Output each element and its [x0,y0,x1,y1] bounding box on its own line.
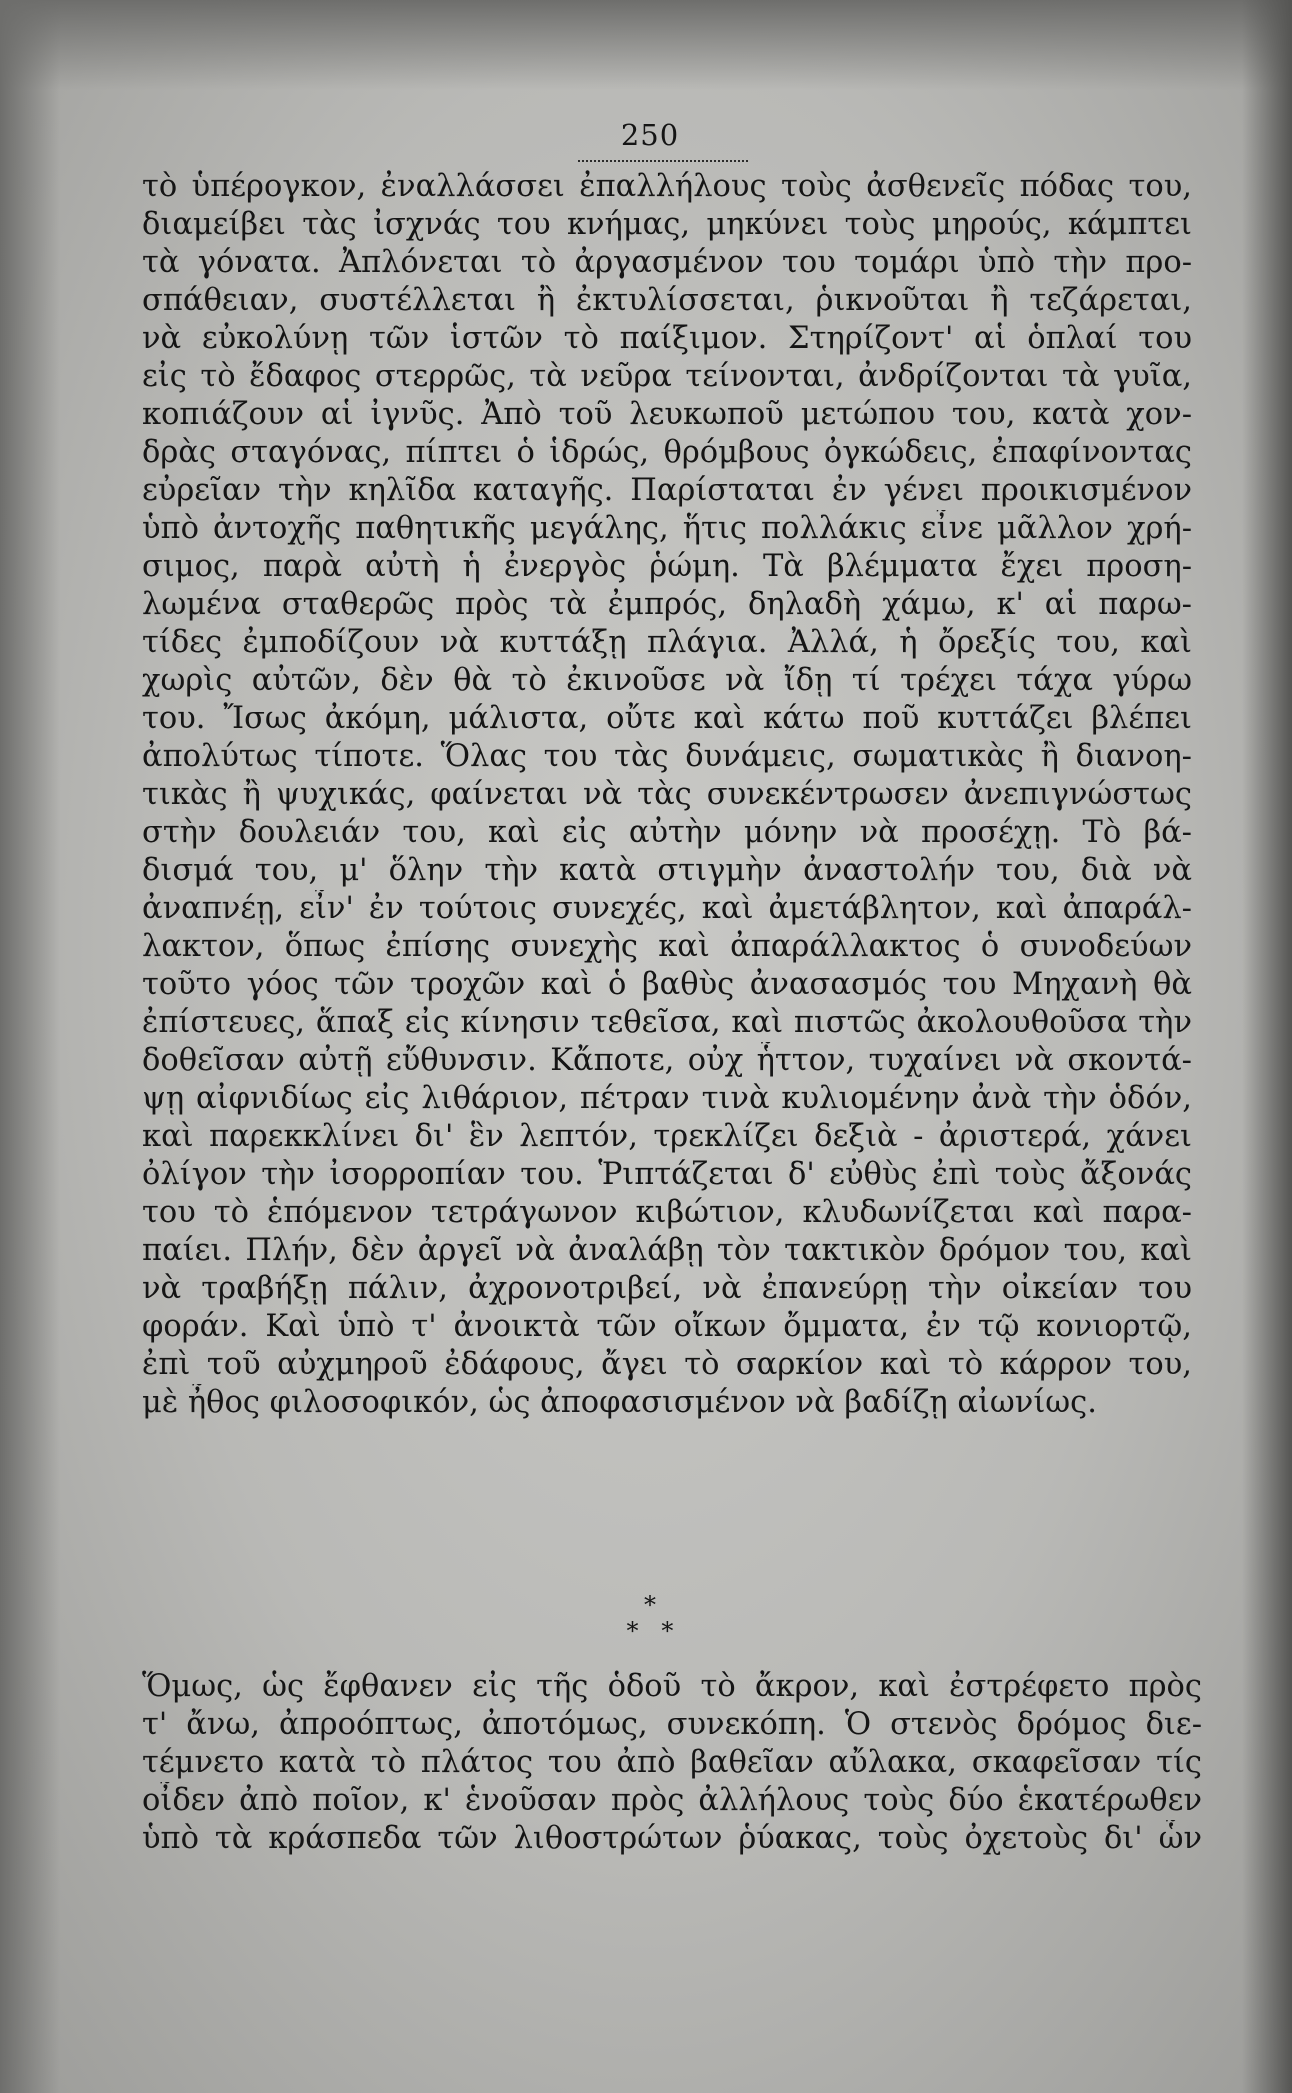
text-line: ἐπίστευες, ἅπαξ εἰς κίνησιν τεθεῖσα, καὶ πιστῶς ἀκολουθοῦσα τὴν [142,1005,1192,1040]
text-line: διαμείβει τὰς ἰσχνάς του κνήμας, μηκύνει τοὺς μηρούς, κάμπτει [142,207,1192,242]
text-line: νὰ τραβήξῃ πάλιν, ἀχρονοτριβεί, νὰ ἐπανεύρῃ τὴν οἰκείαν του [142,1271,1192,1306]
scan-shadow-right [1242,0,1292,2093]
text-line: μὲ ἦθος φιλοσοφικόν, ὡς ἀποφασισμένον νὰ βαδίζῃ αἰωνίως. [142,1385,1097,1420]
text-line: παίει. Πλήν, δὲν ἀργεῖ νὰ ἀναλάβῃ τὸν τακτικὸν δρόμον του, καὶ [142,1233,1192,1268]
section-separator [600,1592,700,1644]
text-line: δρὰς σταγόνας, πίπτει ὁ ἱδρώς, θρόμβους ὀγκώδεις, ἐπαφίνοντας [142,435,1192,470]
text-line: οἶδεν ἀπὸ ποῖον, κ' ἑνοῦσαν πρὸς ἀλλήλους τοὺς δύο ἑκατέρωθεν [142,1783,1202,1818]
text-line: εὐρεῖαν τὴν κηλῖδα καταγῆς. Παρίσταται ἐν γένει προικισμένον [142,473,1192,508]
paragraph-2 [142,1668,1202,1858]
text-line: φοράν. Καὶ ὑπὸ τ' ἀνοικτὰ τῶν οἴκων ὄμματα, ἐν τῷ κονιορτῷ, [142,1309,1192,1344]
separator-asterisks-bottom: * * [626,1617,674,1645]
text-line: ὀλίγον τὴν ἰσορροπίαν του. Ῥιπτάζεται δ' εὐθὺς ἐπὶ τοὺς ἄξονάς [142,1157,1192,1192]
text-line: τ' ἄνω, ἀπροόπτως, ἀποτόμως, συνεκόπη. Ὁ στενὸς δρόμος διε- [142,1707,1202,1742]
text-line: ἀπολύτως τίποτε. Ὅλας του τὰς δυνάμεις, σωματικὰς ἢ διανοη- [142,739,1192,774]
text-line: τέμνετο κατὰ τὸ πλάτος του ἀπὸ βαθεῖαν αὔλακα, σκαφεῖσαν τίς [142,1745,1202,1780]
text-line: νὰ εὐκολύνῃ τῶν ἱστῶν τὸ παίξιμον. Στηρίζοντ' αἱ ὁπλαί του [142,321,1192,356]
text-line: ἀναπνέῃ, εἶν' ἐν τούτοις συνεχές, καὶ ἀμετάβλητον, καὶ ἀπαράλ- [142,891,1192,926]
text-line: του. Ἴσως ἀκόμη, μάλιστα, οὔτε καὶ κάτω ποῦ κυττάζει βλέπει [142,701,1192,736]
text-line: τὸ ὑπέρογκον, ἐναλλάσσει ἐπαλλήλους τοὺς ἀσθενεῖς πόδας του, [142,169,1192,204]
text-line: σιμος, παρὰ αὐτὴ ἡ ἐνεργὸς ῥώμη. Τὰ βλέμματα ἔχει προση- [142,549,1192,584]
text-line: δοθεῖσαν αὐτῇ εὔθυνσιν. Κἄποτε, οὐχ ἧττον, τυχαίνει νὰ σκοντά- [142,1043,1192,1078]
text-line: ψῃ αἰφνιδίως εἰς λιθάριον, πέτραν τινὰ κυλιομένην ἀνὰ τὴν ὁδόν, [142,1081,1192,1116]
separator-asterisk-top: * [644,1591,656,1619]
page-number: 250 [620,118,680,152]
text-line: καὶ παρεκκλίνει δι' ἓν λεπτόν, τρεκλίζει δεξιὰ - ἀριστερά, χάνει [142,1119,1192,1154]
text-line: Ὅμως, ὡς ἔφθανεν εἰς τῆς ὁδοῦ τὸ ἄκρον, καὶ ἐστρέφετο πρὸς [142,1669,1202,1704]
text-line: κοπιάζουν αἱ ἰγνῦς. Ἀπὸ τοῦ λευκωποῦ μετώπου του, κατὰ χον- [142,397,1192,432]
text-line: ὑπὸ ἀντοχῆς παθητικῆς μεγάλης, ἥτις πολλάκις εἶνε μᾶλλον χρή- [142,511,1192,546]
text-line: τικὰς ἢ ψυχικάς, φαίνεται νὰ τὰς συνεκέντρωσεν ἀνεπιγνώστως [142,777,1192,812]
page-number-rule [578,160,748,162]
text-line: λωμένα σταθερῶς πρὸς τὰ ἐμπρός, δηλαδὴ χάμω, κ' αἱ παρω- [142,587,1192,622]
text-line: τίδες ἐμποδίζουν νὰ κυττάξῃ πλάγια. Ἀλλά, ἡ ὄρεξίς του, καὶ [142,625,1192,660]
text-line: δισμά του, μ' ὅλην τὴν κατὰ στιγμὴν ἀναστολήν του, διὰ νὰ [142,853,1192,888]
paragraph-1 [142,168,1192,1422]
text-line: τοῦτο γόος τῶν τροχῶν καὶ ὁ βαθὺς ἀνασασμός του Μηχανὴ θὰ [142,967,1192,1002]
text-line: λακτον, ὅπως ἐπίσης συνεχὴς καὶ ἀπαράλλακτος ὁ συνοδεύων [142,929,1192,964]
text-line: ὑπὸ τὰ κράσπεδα τῶν λιθοστρώτων ῥύακας, τοὺς ὀχετοὺς δι' ὧν [142,1821,1202,1856]
text-line: εἰς τὸ ἔδαφος στερρῶς, τὰ νεῦρα τείνονται, ἀνδρίζονται τὰ γυῖα, [142,359,1192,394]
text-line: του τὸ ἑπόμενον τετράγωνον κιβώτιον, κλυδωνίζεται καὶ παρα- [142,1195,1192,1230]
text-line: τὰ γόνατα. Ἀπλόνεται τὸ ἀργασμένον του τομάρι ὑπὸ τὴν προ- [142,245,1192,280]
text-line: ἐπὶ τοῦ αὐχμηροῦ ἐδάφους, ἄγει τὸ σαρκίον καὶ τὸ κάρρον του, [142,1347,1192,1382]
scan-shadow-left [0,0,60,2093]
text-line: σπάθειαν, συστέλλεται ἢ ἐκτυλίσσεται, ῥικνοῦται ἢ τεζάρεται, [142,283,1192,318]
text-line: χωρὶς αὐτῶν, δὲν θὰ τὸ ἐκινοῦσε νὰ ἴδῃ τί τρέχει τάχα γύρω [142,663,1192,698]
scan-shadow-top [0,0,1292,90]
text-line: στὴν δουλειάν του, καὶ εἰς αὐτὴν μόνην νὰ προσέχῃ. Τὸ βά- [142,815,1192,850]
